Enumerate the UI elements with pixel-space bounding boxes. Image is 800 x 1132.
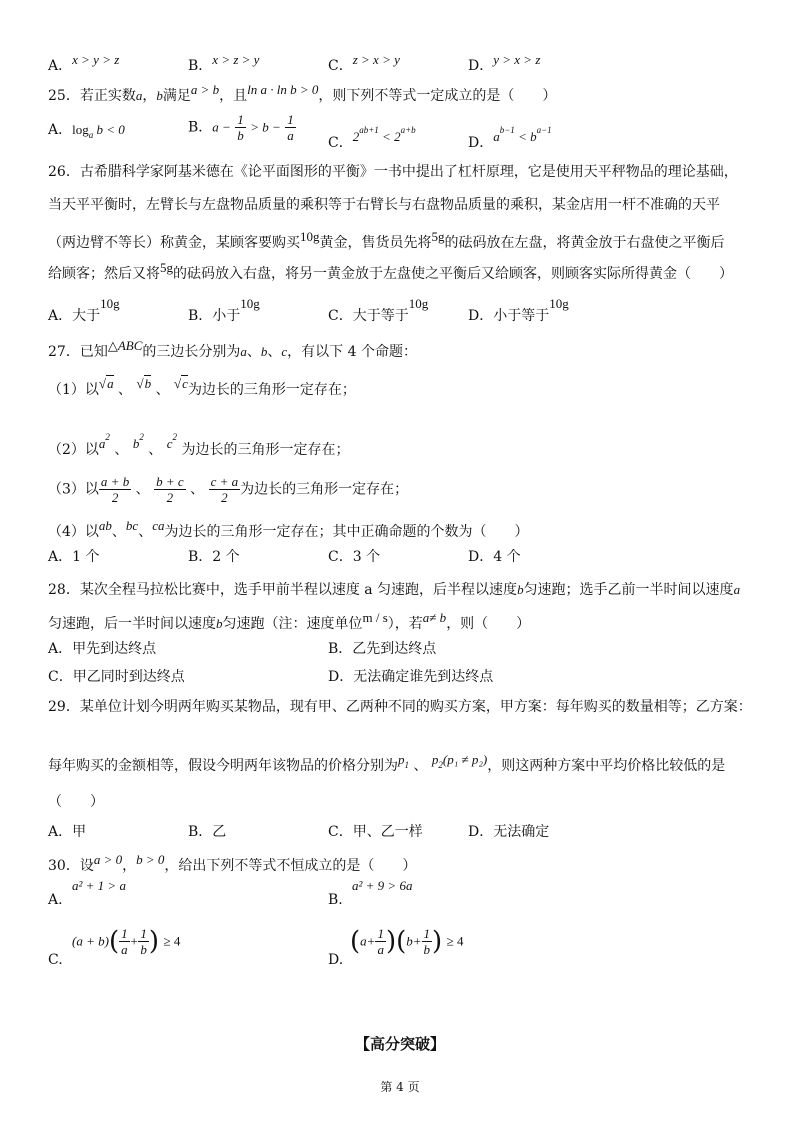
q28-option-a: A．甲先到达终点 [48, 641, 157, 657]
q26-option-d: D．小于等于10g [468, 296, 569, 324]
q26-option-c: C．大于等于10g [328, 296, 429, 324]
q28-line-1: 28．某次全程马拉松比赛中，选手甲前半程以速度 a 匀速跑，后半程以速度b匀速跑；选手乙前一半时间以速度a [48, 582, 741, 598]
q30-option-b-label: B. [328, 892, 343, 908]
q26-line-3: （两边臂不等长）称黄金，某顾客要购买10g黄金，售货员先将5g的砝码放在左盘，将黄金放于右盘使之平衡后 [48, 229, 725, 251]
q29-line-2: 每年购买的金额相等，假设今明两年该物品的价格分别为$p_1$ 、 $p_2(p_1 \ne p_2)$，则这两种方案中平均价格比较低的是 [48, 752, 726, 774]
q24-option-c: C．z > x > y [328, 52, 400, 74]
q24-option-b: B．x > z > y [188, 52, 260, 74]
q25-option-b: B．a − $\frac{1}{b}$ > b − $\frac{1}{a}$ [188, 112, 294, 143]
q27-option-a: A．1 个 [48, 549, 100, 565]
q27-proposition-4: （4）以ab、bc、ca为边长的三角形一定存在；其中正确命题的个数为（ ） [48, 518, 529, 540]
q29-option-d: D．无法确定 [468, 824, 550, 840]
q26-option-b: B．小于10g [188, 296, 260, 324]
q25-option-d: D．$a^{b-1} < b^{a-1}$ [468, 125, 552, 151]
q30-option-a-label: A. [48, 892, 63, 908]
q25-option-a: A．$\log_a b < 0$ [48, 122, 125, 140]
q24-option-d: D．y > x > z [468, 52, 541, 74]
q25-stem: 25．若正实数a，b满足a > b，且ln a · ln b > 0，则下列不等式一定成立的是（ ） [48, 82, 557, 104]
q30-option-b-expr: a² + 9 > 6a [352, 878, 413, 893]
q30-option-c-expr: (a + b)( $\frac{1}{a}$ + $\frac{1}{b}$ ) ≥ 4 [72, 926, 181, 957]
q27-stem: 27．已知△ABC的三边长分别为a、b、c，有以下 4 个命题： [48, 338, 417, 360]
q27-proposition-2: （2）以$a^2$ 、 $b^2$ 、 $c^2$ 为边长的三角形一定存在； [48, 432, 350, 458]
q27-option-d: D．4 个 [468, 549, 521, 565]
q29-line-3: （ ） [48, 794, 104, 810]
q27-proposition-3: （3）以 $\frac{a + b}{2}$ 、 $\frac{b + c}{2}$ 、 $\frac{c + a}{2}$ 为边长的三角形一定存在； [48, 474, 409, 505]
q27-option-b: B．2 个 [188, 549, 240, 565]
q30-option-d-expr: (a+ $\frac{1}{a}$ )(b+ $\frac{1}{b}$ ) ≥ 4 [350, 926, 464, 957]
q26-option-a: A．大于10g [48, 296, 120, 324]
q25-option-c: C．$2^{ab+1} < 2^{a+b}$ [328, 125, 416, 151]
q30-stem: 30．设a > 0，b > 0，给出下列不等式不恒成立的是（ ） [48, 852, 417, 874]
page-number: 第 4 页 [380, 1080, 420, 1094]
q29-option-c: C．甲、乙一样 [328, 824, 423, 840]
q28-option-b: B．乙先到达终点 [328, 641, 437, 657]
q26-line-2: 当天平平衡时，左臂长与左盘物品质量的乘积等于右臂长与右盘物品质量的乘积，某金店用一杆不准确的天平 [48, 197, 720, 213]
q29-option-a: A．甲 [48, 824, 87, 840]
q26-line-4: 给顾客；然后又将5g的砝码放入右盘，将另一黄金放于左盘使之平衡后又给顾客，则顾客实际所得黄金（ ） [48, 260, 733, 282]
q28-line-2: 匀速跑，后一半时间以速度b匀速跑（注：速度单位m / s），若a≠ b，则（ ） [48, 610, 531, 632]
q29-option-b: B．乙 [188, 824, 227, 840]
q28-option-d: D．无法确定谁先到达终点 [328, 669, 494, 685]
q27-option-c: C．3 个 [328, 549, 381, 565]
q26-line-1: 26．古希腊科学家阿基米德在《论平面图形的平衡》一书中提出了杠杆原理，它是使用天平秤物品的理论基础， [48, 164, 738, 180]
q24-option-a: A．x > y > z [48, 52, 120, 74]
q30-option-a-expr: a² + 1 > a [72, 878, 126, 893]
q27-proposition-1: （1）以√a 、 √b 、 √c为边长的三角形一定存在； [48, 376, 356, 398]
q28-option-c: C．甲乙同时到达终点 [48, 669, 185, 685]
q29-line-1: 29．某单位计划今明两年购买某物品，现有甲、乙两种不同的购买方案，甲方案：每年购买的数量相等；乙方案： [48, 699, 752, 715]
q30-option-c-label: C. [48, 952, 63, 968]
q30-option-d-label: D. [328, 952, 344, 968]
section-title: 【高分突破】 [354, 1035, 445, 1053]
